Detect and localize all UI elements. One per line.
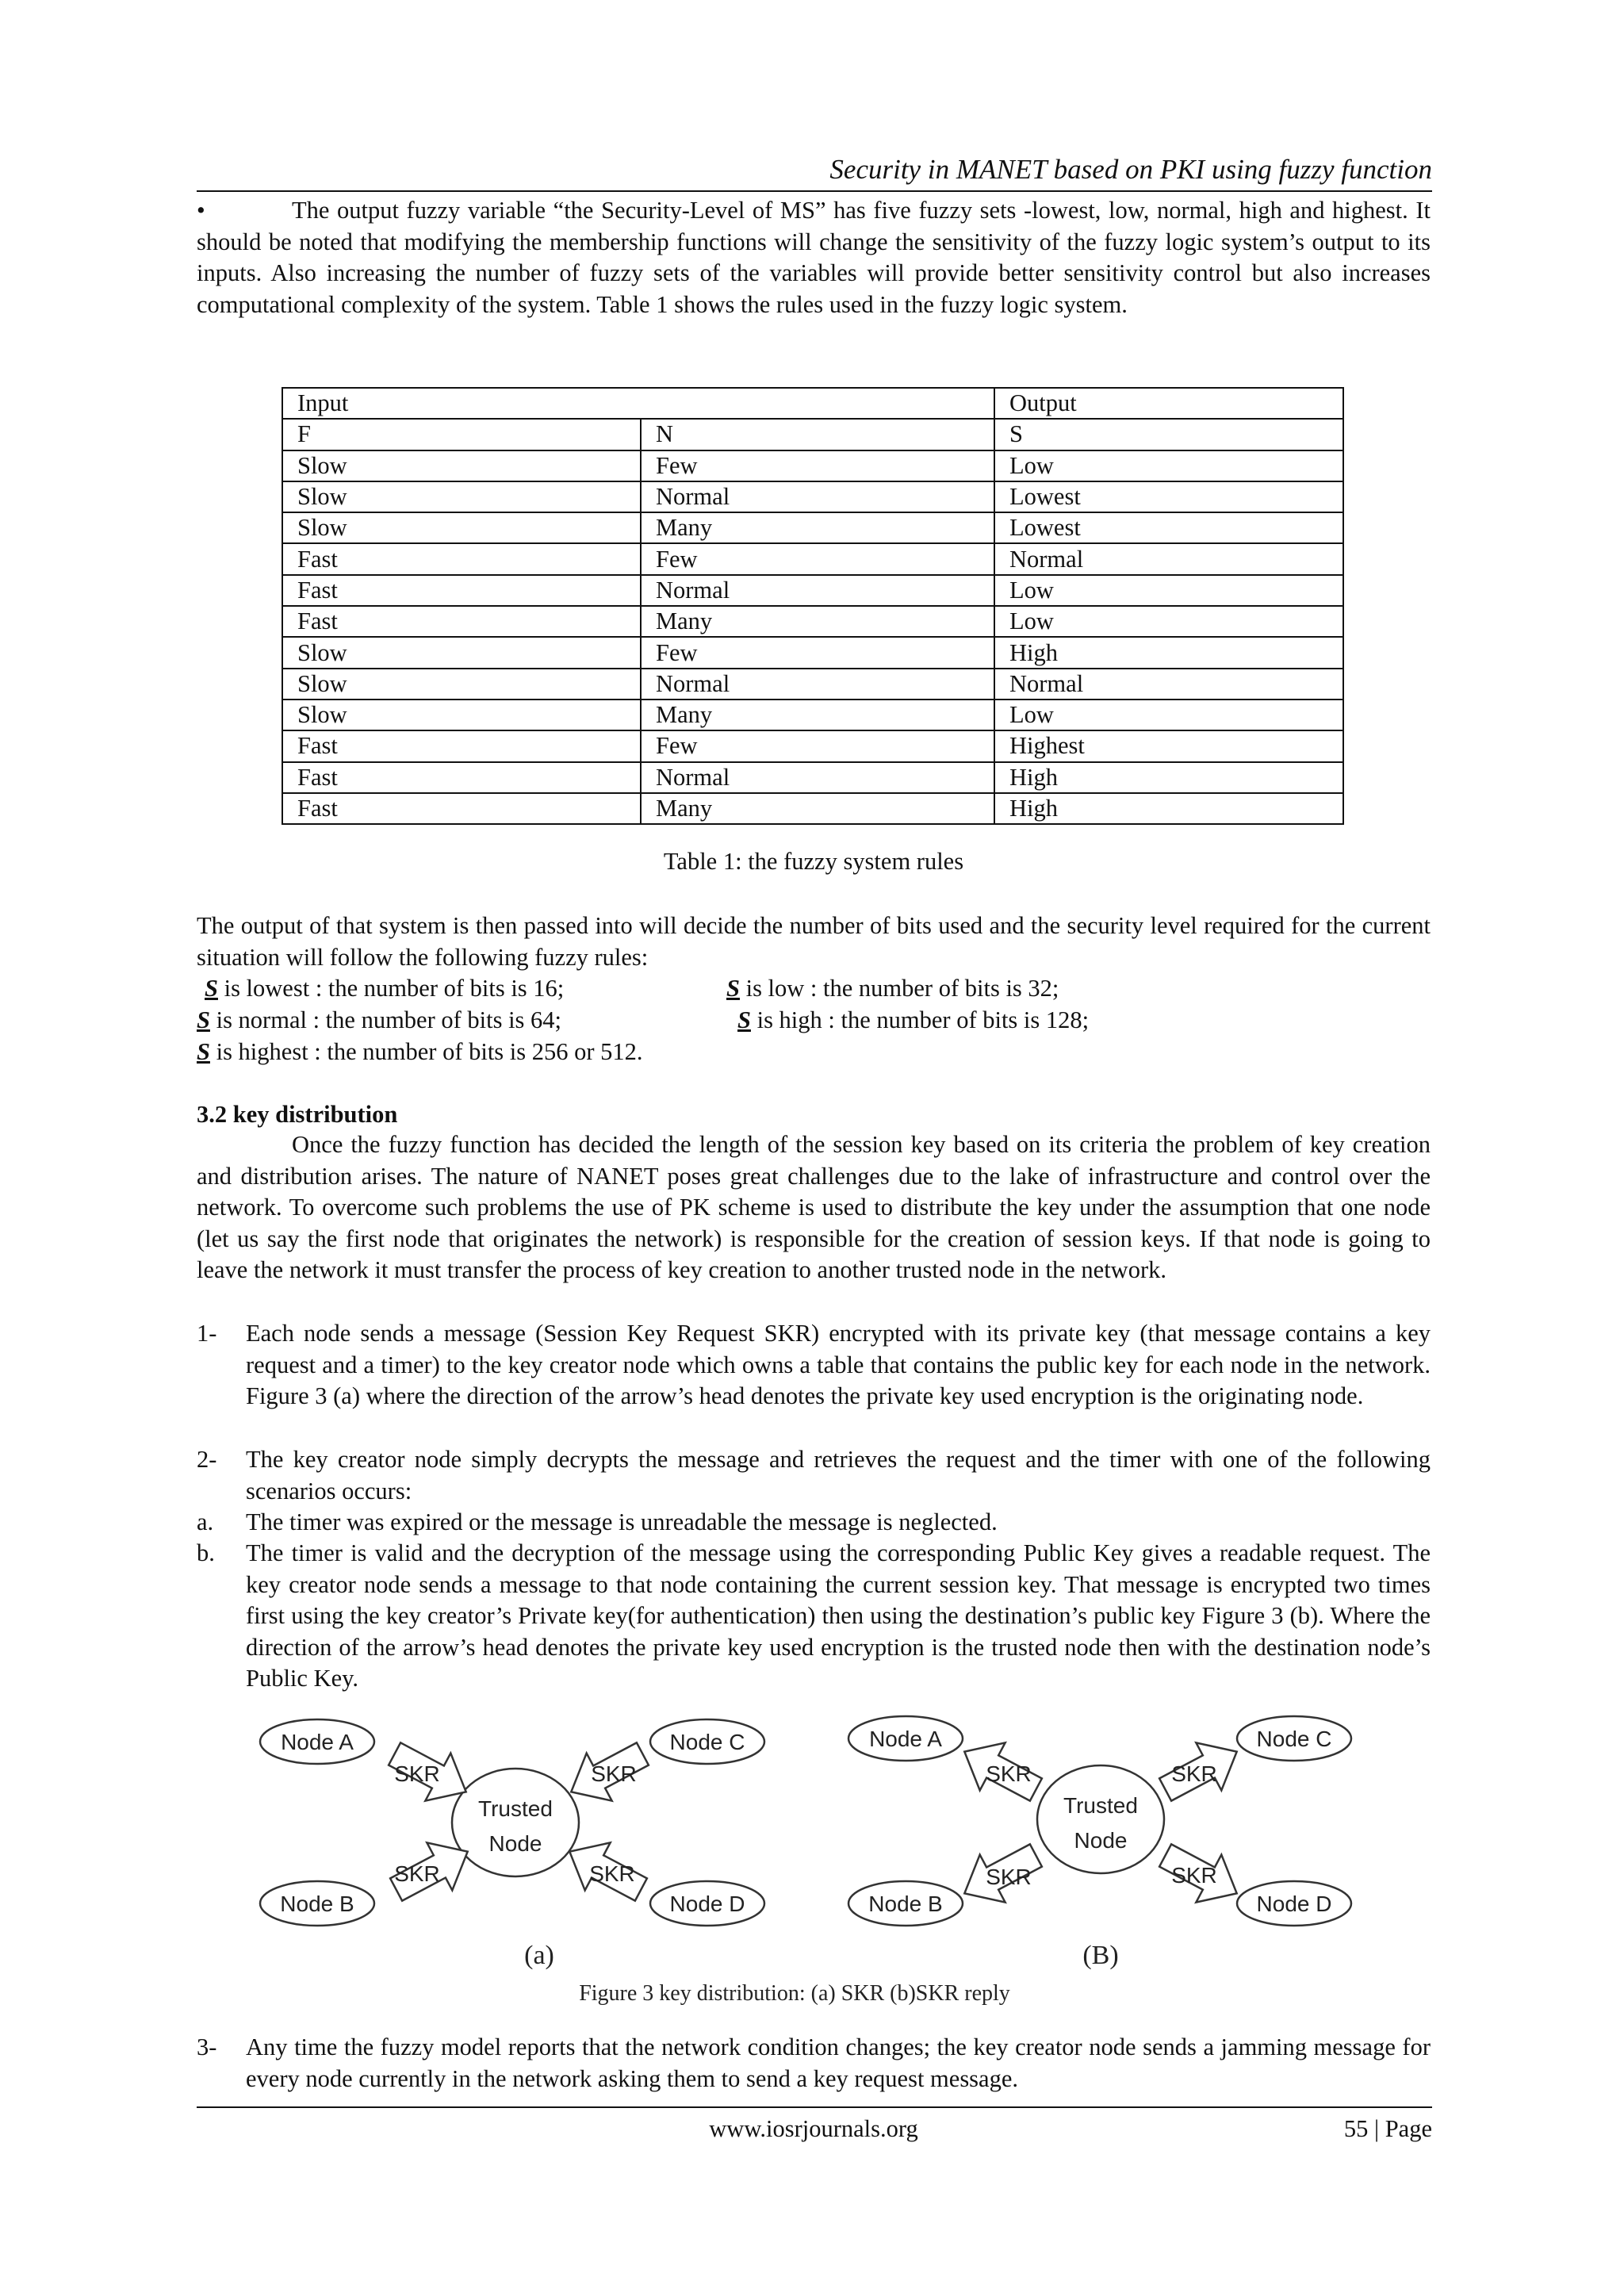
table-row (282, 669, 1343, 700)
cell-n: Few (641, 637, 994, 668)
rule-normal (197, 1004, 561, 1036)
table-row (282, 700, 1343, 730)
cell-f: Slow (282, 669, 641, 700)
list-item (197, 1538, 1431, 1695)
skr-label: SKR (394, 1761, 440, 1786)
node-c-label: Node C (669, 1730, 745, 1754)
footer-rule (197, 2106, 1432, 2108)
list-number: 3- (197, 2033, 217, 2060)
table-row (282, 575, 1343, 606)
cell-s: Normal (994, 669, 1343, 700)
symbol-s: S (197, 1006, 210, 1033)
symbol-s: S (197, 1038, 210, 1065)
running-title: Security in MANET based on PKI using fuzzy function (829, 154, 1432, 185)
list-item (197, 1444, 1431, 1507)
column-s: S (994, 419, 1343, 450)
skr-label: SKR (394, 1861, 440, 1886)
table-row (282, 481, 1343, 512)
list-text: The timer was expired or the message is unreadable the message is neglected. (246, 1508, 998, 1535)
table-header-input: Input (282, 388, 994, 419)
label-b: (B) (1082, 1941, 1119, 1970)
rule-low (726, 972, 1059, 1004)
cell-n: Many (641, 700, 994, 730)
fuzzy-rules-table (282, 387, 1344, 825)
cell-s: High (994, 793, 1343, 824)
table-row (282, 512, 1343, 543)
cell-n: Few (641, 730, 994, 761)
label-a: (a) (524, 1941, 554, 1970)
cell-s: Low (994, 700, 1343, 730)
list-number: a. (197, 1508, 214, 1535)
table-row (282, 762, 1343, 793)
section-paragraph (197, 1129, 1431, 1286)
skr-label: SKR (986, 1865, 1032, 1889)
cell-n: Normal (641, 762, 994, 793)
cell-n: Many (641, 793, 994, 824)
table-caption: Table 1: the fuzzy system rules (663, 848, 964, 875)
diagram-b (848, 1716, 1351, 1970)
skr-label: SKR (1171, 1761, 1217, 1786)
symbol-s: S (737, 1006, 751, 1033)
cell-n: Normal (641, 575, 994, 606)
table-row (282, 730, 1343, 761)
cell-f: Slow (282, 637, 641, 668)
table-row (282, 793, 1343, 824)
table-row (282, 450, 1343, 481)
journal-url: www.iosrjournals.org (709, 2115, 918, 2142)
section-text: Once the fuzzy function has decided the length of the session key based on its criteria the problem of key creation and distribution arises. The nature of NANET poses great challenges due to the lake of infrastructure and control over the network. To overcome such problems the use of PK scheme is used to distribute the key under the assumption that one node (let us say the first node that originates the network) is responsible for the creation of session keys. If that node is going to leave the network it must transfer the process of key creation to another trusted node in the network. (197, 1131, 1431, 1283)
cell-s: Lowest (994, 481, 1343, 512)
rule-high (737, 1004, 1089, 1036)
table-header-output: Output (994, 388, 1343, 419)
cell-f: Slow (282, 450, 641, 481)
cell-s: Highest (994, 730, 1343, 761)
trusted-node-label-line2: Node (488, 1831, 542, 1856)
trusted-node-ellipse (452, 1769, 579, 1876)
list-text: Any time the fuzzy model reports that the network condition changes; the key creator node sends a jamming message for every node currently in the network asking them to send a key request message. (246, 2033, 1431, 2092)
page-number: 55 | Page (1343, 2115, 1432, 2142)
cell-s: High (994, 637, 1343, 668)
skr-label: SKR (1171, 1863, 1217, 1888)
node-d-label: Node D (1256, 1892, 1332, 1916)
symbol-s: S (726, 975, 740, 1002)
list-text: The timer is valid and the decryption of the message using the corresponding Public Key gives a readable request. The key creator node sends a message to that node containing the current session key. That message is encrypted two times first using the key creator’s Private key(for authentication) then using the destination’s public key Figure 3 (b). Where the direction of the arrow’s head denotes the private key used encryption is the trusted node then with the destination node’s Public Key. (246, 1539, 1431, 1692)
section-heading: 3.2 key distribution (197, 1101, 398, 1128)
key-distribution-diagram (254, 1705, 1396, 2007)
cell-s: Low (994, 606, 1343, 637)
cell-f: Fast (282, 543, 641, 574)
trusted-node-label-line2: Node (1074, 1828, 1128, 1853)
node-a-label: Node A (869, 1727, 942, 1751)
output-paragraph: The output of that system is then passed into will decide the number of bits used and the security level required for the current situation will follow the following fuzzy rules: (197, 912, 1431, 971)
list-item (197, 2032, 1431, 2095)
table-row (282, 637, 1343, 668)
cell-n: Normal (641, 669, 994, 700)
cell-f: Slow (282, 481, 641, 512)
skr-label: SKR (986, 1761, 1032, 1786)
cell-f: Fast (282, 606, 641, 637)
trusted-node-ellipse (1037, 1765, 1164, 1873)
header-rule (197, 190, 1432, 192)
list-item (197, 1318, 1431, 1412)
cell-s: Normal (994, 543, 1343, 574)
table-row (282, 606, 1343, 637)
diagram-a (260, 1719, 764, 1970)
rule-lowest-text: is lowest : the number of bits is 16; (217, 975, 565, 1002)
rule-normal-text: is normal : the number of bits is 64; (209, 1006, 562, 1033)
cell-n: Normal (641, 481, 994, 512)
cell-n: Few (641, 450, 994, 481)
rule-highest (197, 1036, 643, 1068)
rule-highest-text: is highest : the number of bits is 256 or 512. (209, 1038, 643, 1065)
cell-s: Low (994, 450, 1343, 481)
node-b-label: Node B (868, 1892, 943, 1916)
node-a-label: Node A (281, 1730, 354, 1754)
cell-n: Many (641, 606, 994, 637)
skr-label: SKR (589, 1861, 635, 1886)
rule-lowest (205, 972, 564, 1004)
rule-low-text: is low : the number of bits is 32; (739, 975, 1059, 1002)
cell-f: Fast (282, 730, 641, 761)
cell-f: Fast (282, 793, 641, 824)
skr-label: SKR (591, 1761, 637, 1786)
trusted-node-label-line1: Trusted (1063, 1793, 1138, 1818)
cell-s: Low (994, 575, 1343, 606)
cell-f: Slow (282, 700, 641, 730)
node-b-label: Node B (280, 1892, 354, 1916)
cell-f: Fast (282, 575, 641, 606)
figure-caption: Figure 3 key distribution: (a) SKR (b)SKR reply (579, 1981, 1010, 2006)
column-n: N (641, 419, 994, 450)
list-item (197, 1507, 1431, 1539)
trusted-node-label-line1: Trusted (478, 1796, 553, 1821)
cell-s: Lowest (994, 512, 1343, 543)
table-header-row (282, 388, 1343, 419)
column-f: F (282, 419, 641, 450)
cell-n: Few (641, 543, 994, 574)
cell-f: Fast (282, 762, 641, 793)
list-text: Each node sends a message (Session Key Request SKR) encrypted with its private key (that message contains a key request and a timer) to the key creator node which owns a table that contains the public key for each node in the network. Figure 3 (a) where the direction of the arrow’s head denotes the private key used encryption is the originating node. (246, 1320, 1431, 1409)
cell-f: Slow (282, 512, 641, 543)
list-number: b. (197, 1539, 215, 1566)
rule-high-text: is high : the number of bits is 128; (750, 1006, 1090, 1033)
bullet-point: • (197, 197, 205, 224)
node-c-label: Node C (1256, 1727, 1332, 1751)
table-row (282, 543, 1343, 574)
table-column-row (282, 419, 1343, 450)
list-number: 2- (197, 1446, 217, 1473)
list-text: The key creator node simply decrypts the message and retrieves the request and the timer with one of the following scenarios occurs: (246, 1446, 1431, 1504)
figure-3 (254, 1705, 1396, 2007)
intro-text: The output fuzzy variable “the Security-Level of MS” has five fuzzy sets -lowest, low, normal, high and highest. It should be noted that modifying the membership functions will change the sensitivity of the fuzzy logic system’s output to its inputs. Also increasing the number of fuzzy sets of the variables will provide better sensitivity control but also increases computational complexity of the system. Table 1 shows the rules used in the fuzzy logic system. (197, 197, 1431, 318)
node-d-label: Node D (669, 1892, 745, 1916)
cell-s: High (994, 762, 1343, 793)
symbol-s: S (205, 975, 218, 1002)
intro-paragraph (197, 195, 1431, 320)
cell-n: Many (641, 512, 994, 543)
list-number: 1- (197, 1320, 217, 1347)
